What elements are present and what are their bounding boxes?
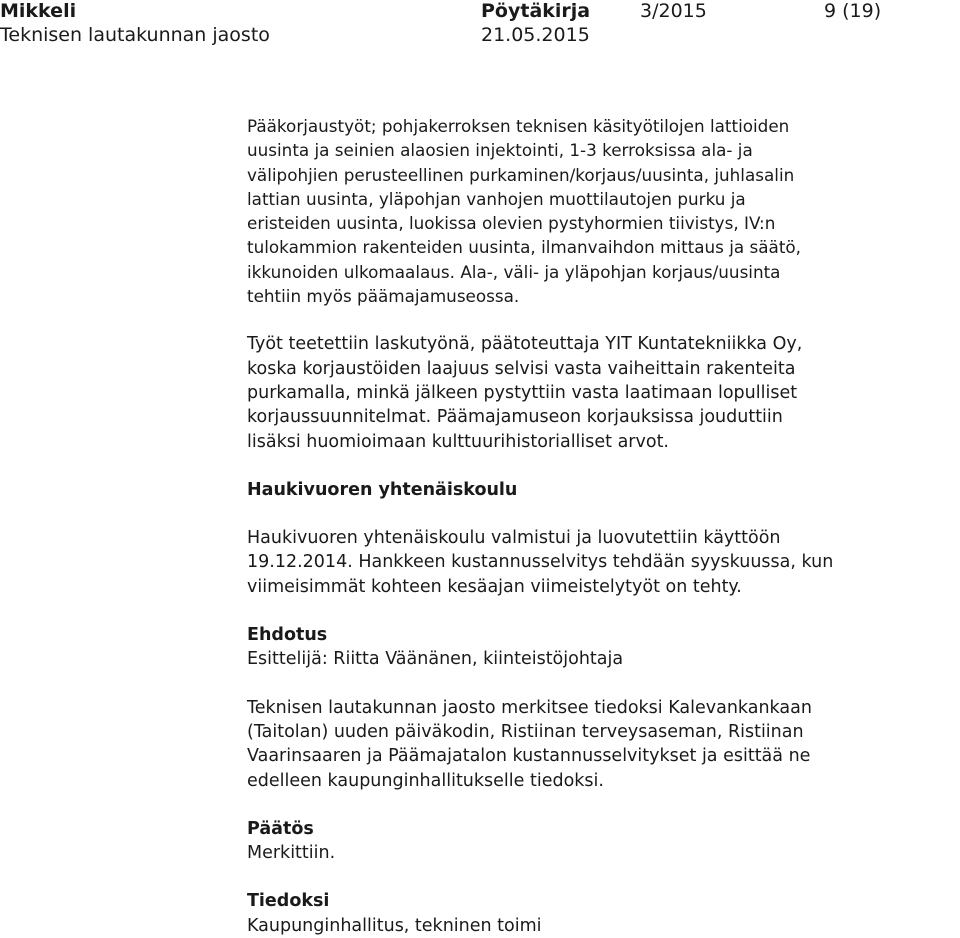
paragraph-billing-work: Työt teetettiin laskutyönä, päätoteuttaja YIT Kuntatekniikka Oy, koska korjaustöiden laajuus selvisi vasta vaiheittain rakenteita purkamalla, minkä jälkeen pystyttiin vasta laatimaan lopulliset korjaussuunnitelmat. Päämajamuseon korjauksissa jouduttiin lisäksi huomioimaan kulttuurihistorialliset arvot. bbox=[247, 334, 803, 452]
header-date: 21.05.2015 bbox=[481, 24, 590, 46]
paragraph-repair-works: Pääkorjaustyöt; pohjakerroksen teknisen käsityötilojen lattioiden uusinta ja seinien alaosien injektointi, 1-3 kerroksissa ala- ja välipohjien perusteellinen purkaminen/korjaus/uusinta, juhlasalin lattian uusinta, yläpohjan vanhojen muottilautojen purku ja eristeiden uusinta, luokissa olevien pystyhormien tiivistys, IV:n tulokammion rakenteiden uusinta, ilmanvaihdon mittaus ja säätö, ikkunoiden ulkomaalaus. Ala-, väli- ja yläpohjan korjaus/uusinta tehtiin myös päämajamuseossa. bbox=[247, 116, 801, 307]
header-page-number: 9 (19) bbox=[824, 0, 882, 22]
header-committee: Teknisen lautakunnan jaosto bbox=[0, 24, 270, 46]
presenter-line: Esittelijä: Riitta Väänänen, kiinteistöjohtaja bbox=[247, 649, 624, 670]
heading-proposal: Ehdotus bbox=[247, 625, 328, 646]
header-organization: Mikkeli bbox=[0, 0, 77, 22]
decision-text: Merkittiin. bbox=[247, 843, 336, 864]
header-document-type: Pöytäkirja bbox=[481, 0, 591, 22]
heading-decision: Päätös bbox=[247, 818, 314, 839]
heading-school: Haukivuoren yhtenäiskoulu bbox=[247, 479, 518, 500]
paragraph-school: Haukivuoren yhtenäiskoulu valmistui ja luovutettiin käyttöön 19.12.2014. Hankkeen kustannusselvitys tehdään syyskuussa, kun viimeisimmät kohteen kesäajan viimeistelytyöt on tehty. bbox=[247, 528, 834, 597]
header-meeting-number: 3/2015 bbox=[640, 0, 707, 22]
document-body bbox=[247, 114, 937, 938]
heading-info: Tiedoksi bbox=[247, 891, 330, 912]
paragraph-proposal: Teknisen lautakunnan jaosto merkitsee tiedoksi Kalevankankaan (Taitolan) uuden päiväkodin, Ristiinan terveysaseman, Ristiinan Vaarinsaaren ja Päämajatalon kustannusselvitykset ja esittää ne edelleen kaupunginhallitukselle tiedoksi. bbox=[247, 697, 812, 791]
info-recipients: Kaupunginhallitus, tekninen toimi bbox=[247, 915, 542, 936]
